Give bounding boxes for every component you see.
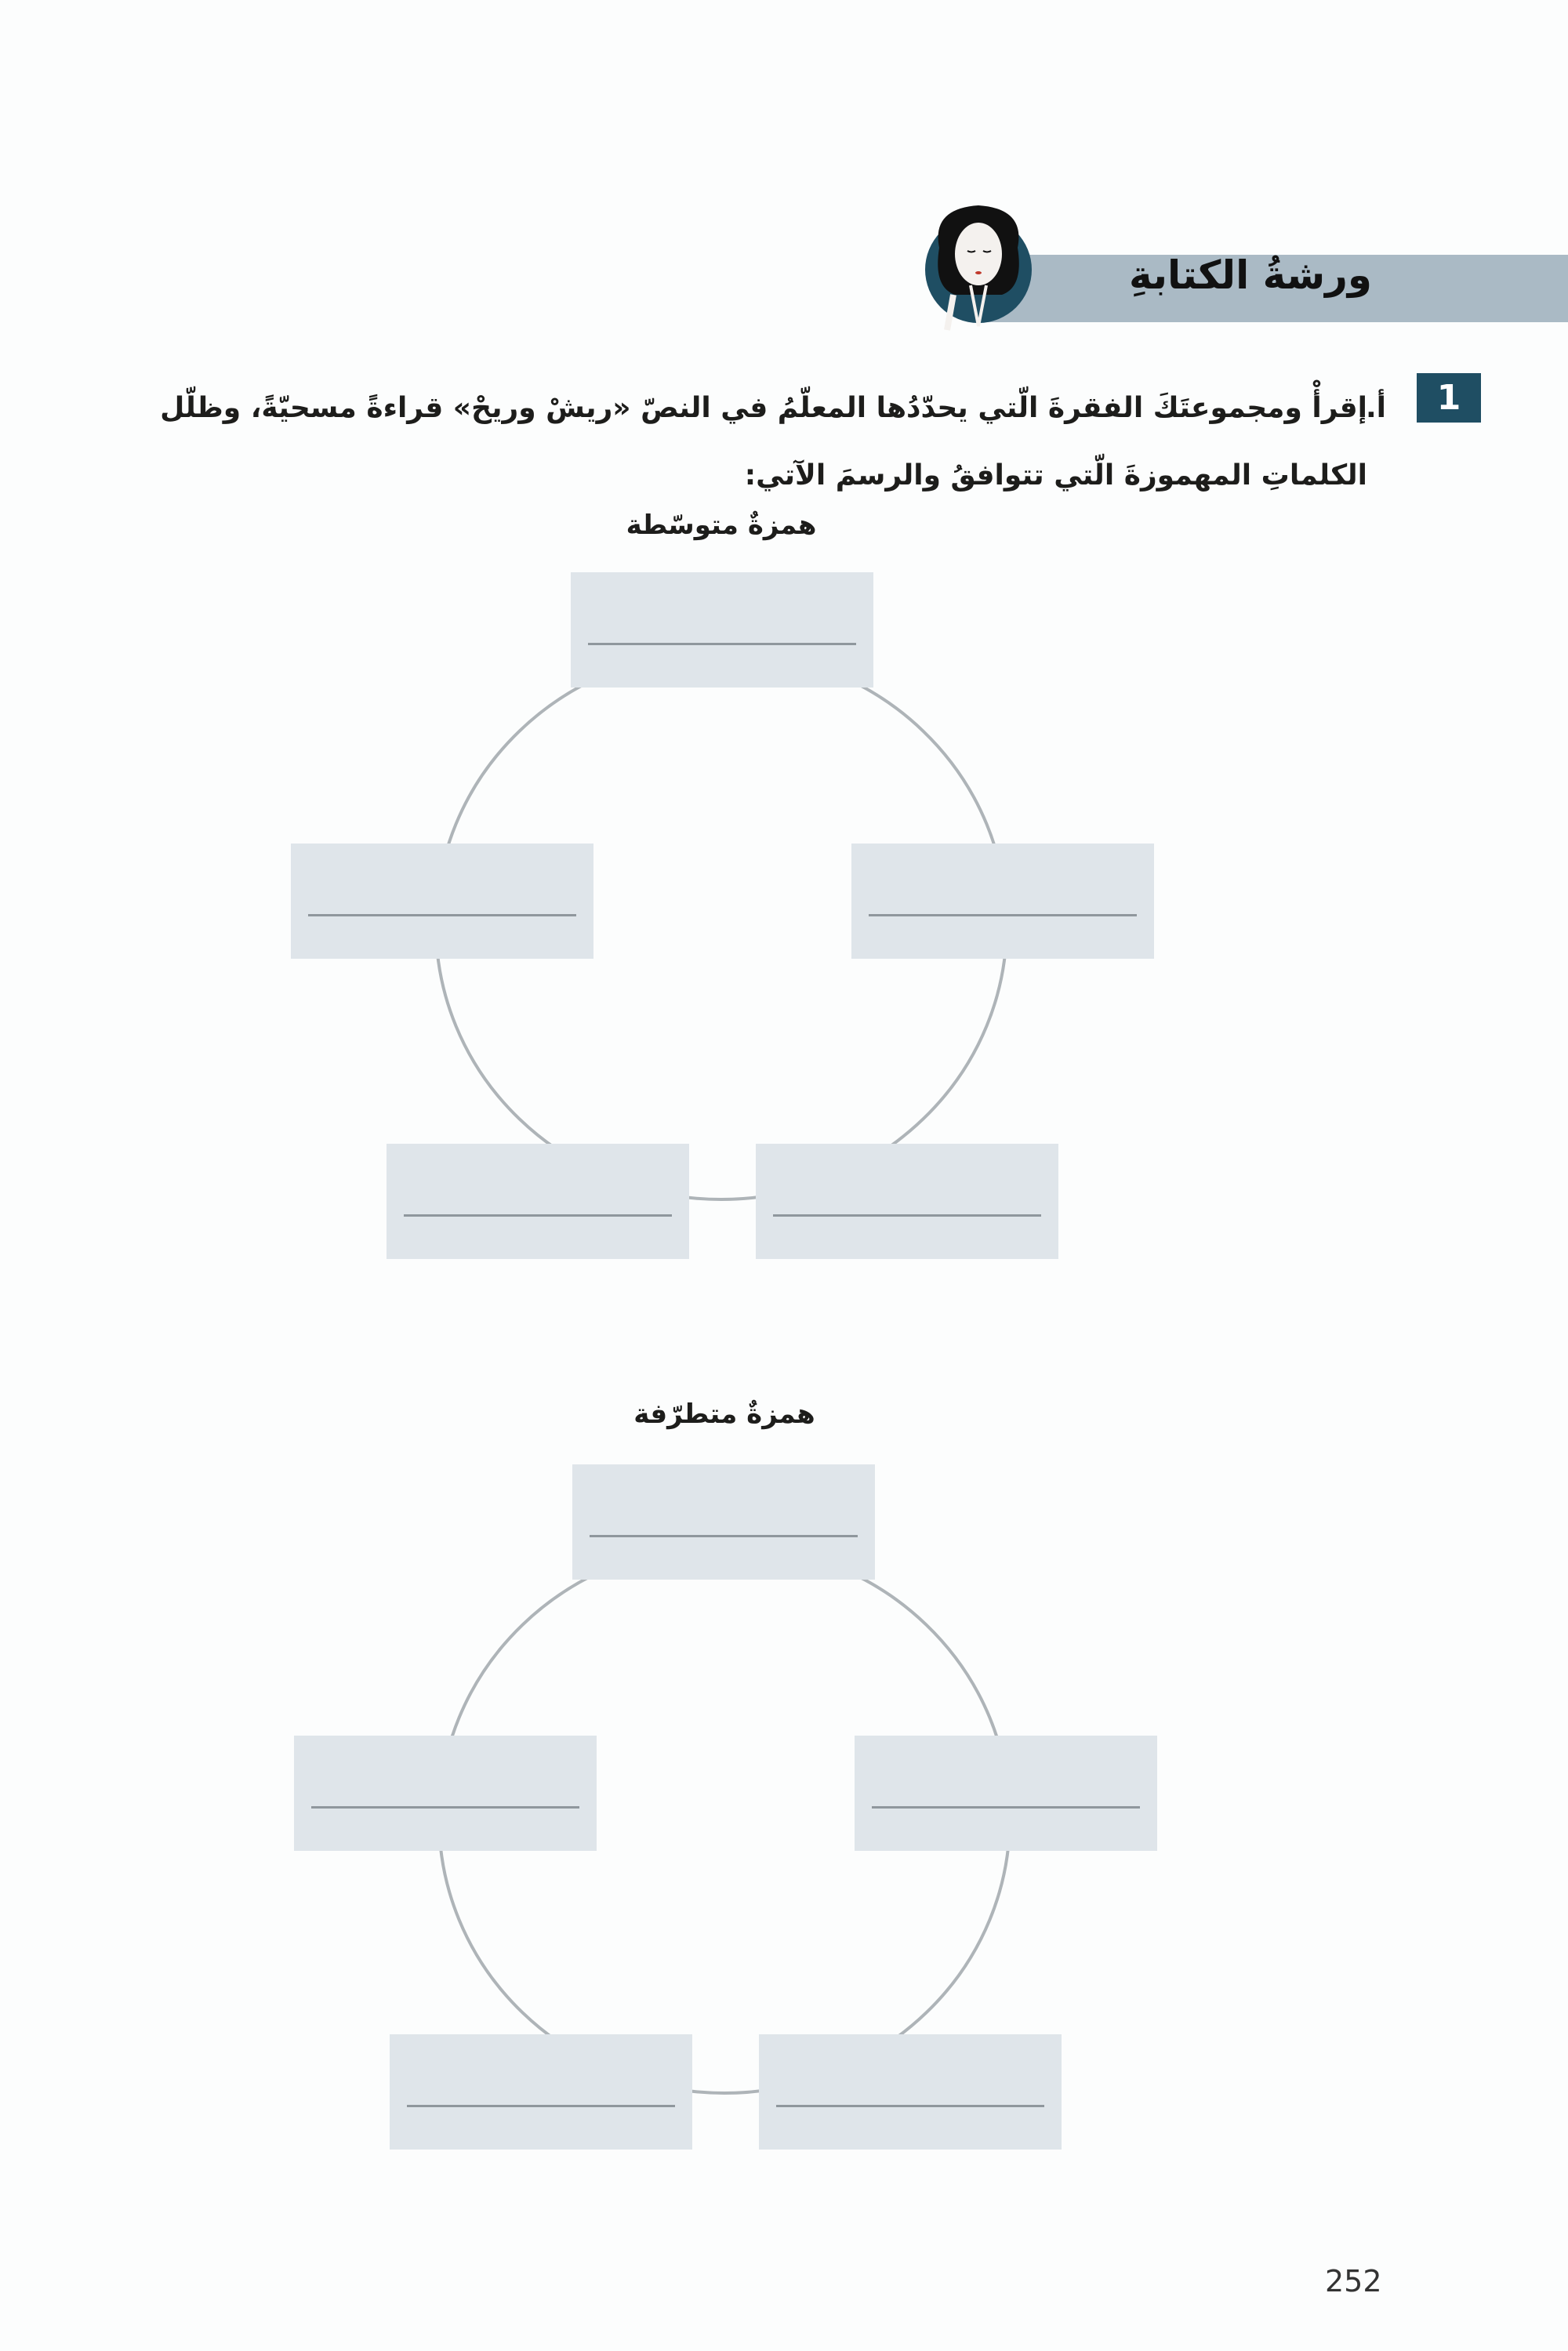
blank-box[interactable] — [759, 2034, 1062, 2150]
blank-box[interactable] — [851, 844, 1154, 959]
diagram-label-final-hamza: همزةٌ متطرّفة — [633, 1399, 815, 1430]
section-title: ورشةُ الكتابةِ — [1128, 252, 1372, 298]
blank-box[interactable] — [756, 1144, 1058, 1259]
exercise-instruction: إقرأْ ومجموعتَكَ الفقرةَ الّتي يحدّدُها المعلّمُ في النصّ «ريشْ وريحْ» قراءةً مسحيّةً، وظلّل الكلماتِ المهموزةَ الّتي تتوافقُ والرسمَ الآتي: — [160, 392, 1367, 492]
page-number: 252 — [1325, 2264, 1382, 2298]
blank-box[interactable] — [571, 572, 873, 688]
blank-box[interactable] — [855, 1736, 1157, 1851]
blank-box[interactable] — [387, 1144, 689, 1259]
blank-box[interactable] — [294, 1736, 597, 1851]
blank-box[interactable] — [572, 1464, 875, 1580]
exercise-letter: أ. — [1365, 392, 1386, 424]
blank-box[interactable] — [390, 2034, 692, 2150]
diagram-label-medial-hamza: همزةٌ متوسّطة — [626, 510, 817, 541]
exercise-number-badge: 1 — [1417, 373, 1481, 423]
blank-box[interactable] — [291, 844, 593, 959]
